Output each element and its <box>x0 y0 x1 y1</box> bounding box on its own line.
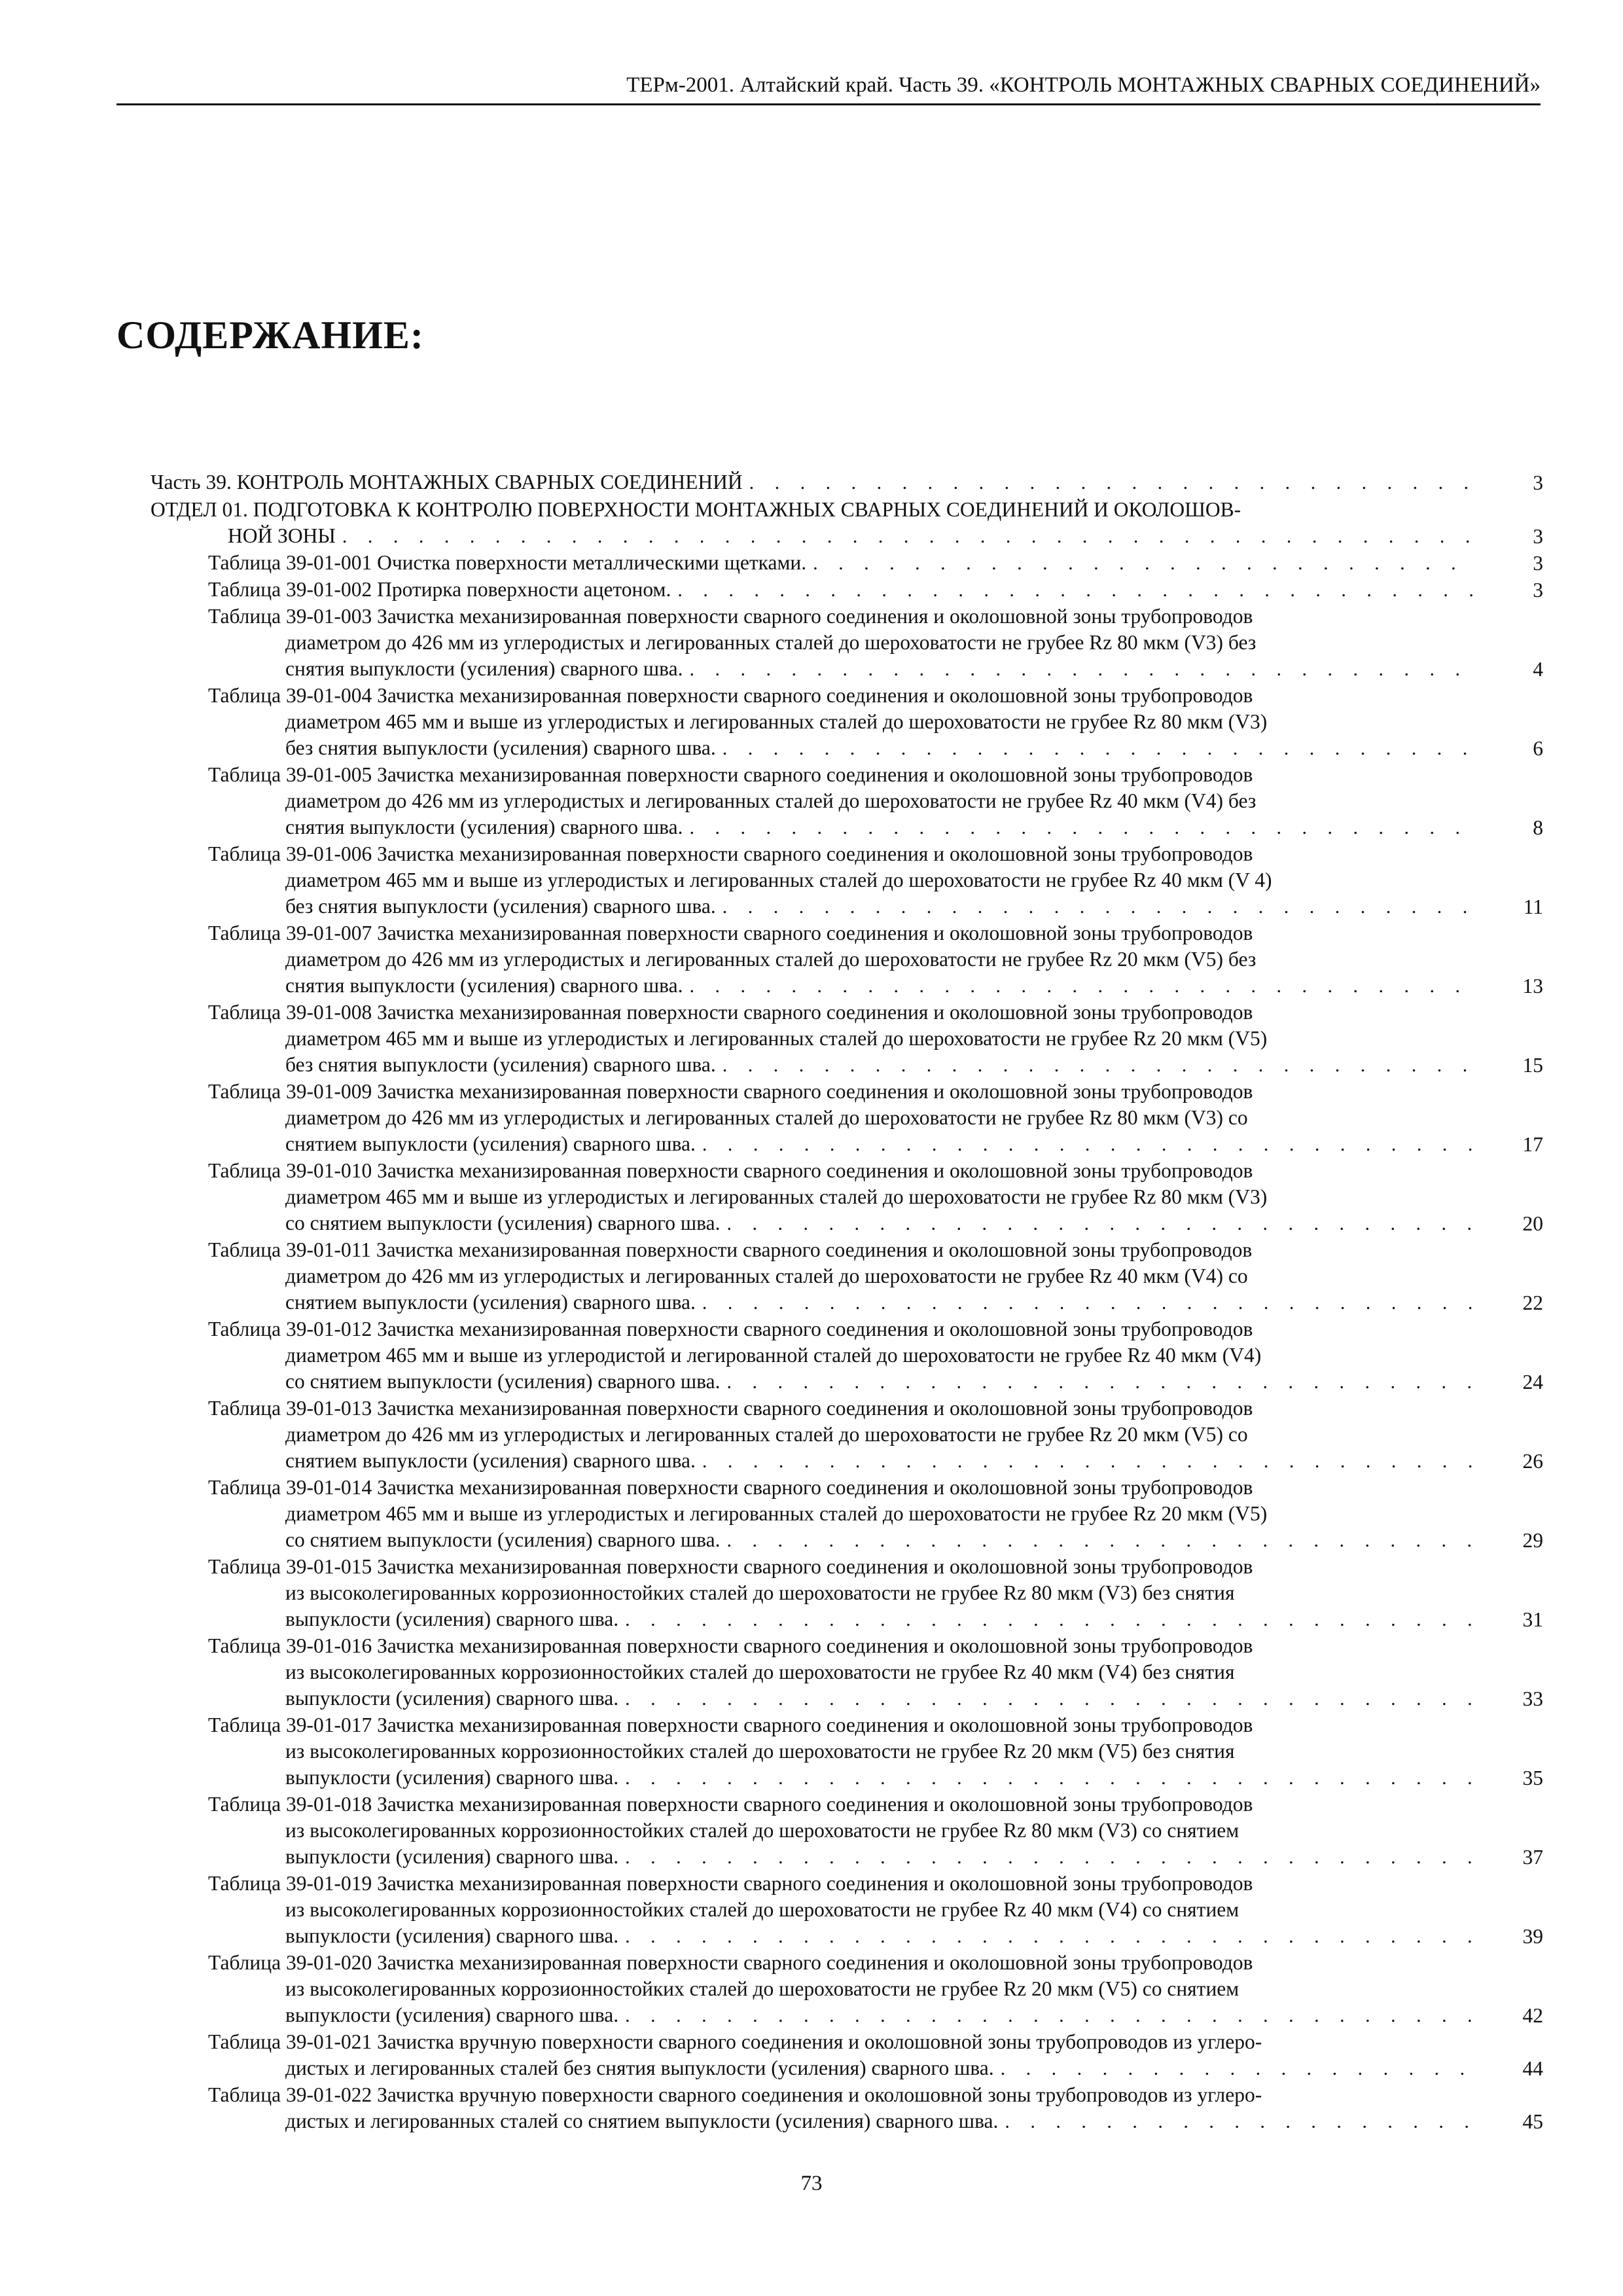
toc-entry-line: Таблица 39-01-005 Зачистка механизированная поверхности сварного соединения и околошовной зоны трубопроводов <box>208 763 1253 786</box>
toc-entry[interactable] <box>151 577 1543 603</box>
toc-entry-line: из высоколегированных коррозионностойких сталей до шероховатости не грубее Rz 20 мкм (V5) со снятием <box>285 1977 1240 2000</box>
toc-entry[interactable] <box>151 1791 1543 1871</box>
dot-leader <box>625 1924 1472 1950</box>
dot-leader <box>722 1052 1472 1079</box>
toc-entry-line: Таблица 39-01-019 Зачистка механизированная поверхности сварного соединения и околошовной зоны трубопроводов <box>208 1872 1253 1895</box>
toc-entry-line: ОТДЕЛ 01. ПОДГОТОВКА К КОНТРОЛЮ ПОВЕРХНОСТИ МОНТАЖНЫХ СВАРНЫХ СОЕДИНЕНИЙ И ОКОЛОШОВ- <box>151 498 1241 521</box>
toc-entry-line: из высоколегированных коррозионностойких сталей до шероховатости не грубее Rz 80 мкм (V3) без снятия <box>285 1581 1235 1604</box>
toc-page-number: 37 <box>1522 1846 1543 1869</box>
toc-entry-line: Таблица 39-01-006 Зачистка механизированная поверхности сварного соединения и околошовной зоны трубопроводов <box>208 842 1253 865</box>
toc-entry[interactable] <box>151 603 1543 683</box>
toc-page-number: 33 <box>1522 1687 1543 1710</box>
toc-page-number: 31 <box>1522 1608 1543 1631</box>
dot-leader <box>726 1211 1472 1237</box>
dot-leader <box>722 736 1472 762</box>
toc-entry-line: Таблица 39-01-014 Зачистка механизированная поверхности сварного соединения и околошовной зоны трубопроводов <box>208 1476 1253 1499</box>
toc-entry-title: выпуклости (усиления) сварного шва. <box>285 2003 619 2026</box>
toc-entry-line: диаметром до 426 мм из углеродистых и легированных сталей до шероховатости не грубее Rz 40 мкм (V4) без <box>285 789 1257 812</box>
toc-entry[interactable] <box>151 920 1543 999</box>
toc-entry-line: Таблица 39-01-020 Зачистка механизированная поверхности сварного соединения и околошовной зоны трубопроводов <box>208 1951 1253 1974</box>
toc-page-number: 3 <box>1533 579 1543 601</box>
toc-page-number: 15 <box>1522 1054 1543 1077</box>
dot-leader <box>689 973 1472 999</box>
toc-entry[interactable] <box>151 1712 1543 1791</box>
toc-entry-line: диаметром 465 мм и выше из углеродистых и легированных сталей до шероховатости не грубее Rz 20 мкм (V5) <box>285 1027 1268 1050</box>
toc-page-number: 35 <box>1522 1767 1543 1789</box>
toc-entry-title: со снятием выпуклости (усиления) сварного шва. <box>285 1370 721 1393</box>
toc-entry-title: со снятием выпуклости (усиления) сварного шва. <box>285 1211 721 1234</box>
toc-page-number: 26 <box>1522 1450 1543 1473</box>
toc-entry-line: диаметром 465 мм и выше из углеродистых и легированных сталей до шероховатости не грубее Rz 80 мкм (V3) <box>285 710 1268 733</box>
toc-entry-line: из высоколегированных коррозионностойких сталей до шероховатости не грубее Rz 40 мкм (V4) без снятия <box>285 1660 1235 1683</box>
dot-leader <box>749 470 1472 496</box>
toc-entry-title: без снятия выпуклости (усиления) сварного шва. <box>285 895 716 918</box>
dot-leader <box>625 1844 1472 1871</box>
toc-entry[interactable] <box>151 762 1543 841</box>
toc-page-number: 13 <box>1522 975 1543 997</box>
dot-leader <box>625 1686 1472 1712</box>
toc-entry-title: выпуклости (усиления) сварного шва. <box>285 1924 619 1947</box>
toc-entry-title: выпуклости (усиления) сварного шва. <box>285 1687 619 1710</box>
toc-entry[interactable] <box>151 497 1543 550</box>
toc-entry-line: диаметром до 426 мм из углеродистых и легированных сталей до шероховатости не грубее Rz 80 мкм (V3) со <box>285 1106 1248 1129</box>
dot-leader <box>342 524 1472 550</box>
toc-entry-title: Таблица 39-01-002 Протирка поверхности ацетоном. <box>208 578 671 601</box>
toc-entry[interactable] <box>151 1237 1543 1316</box>
toc-entry-line: из высоколегированных коррозионностойких сталей до шероховатости не грубее Rz 40 мкм (V4) со снятием <box>285 1898 1240 1921</box>
toc-entry[interactable] <box>151 1554 1543 1633</box>
toc-entry-line: Таблица 39-01-021 Зачистка вручную поверхности сварного соединения и околошовной зоны трубопроводов из углеро- <box>208 2030 1262 2053</box>
dot-leader <box>677 577 1472 603</box>
toc-page-number: 17 <box>1522 1133 1543 1156</box>
toc-entry-line: из высоколегированных коррозионностойких сталей до шероховатости не грубее Rz 20 мкм (V5) без снятия <box>285 1740 1235 1763</box>
toc-entry[interactable] <box>151 1158 1543 1237</box>
toc-entry-line: Таблица 39-01-022 Зачистка вручную поверхности сварного соединения и околошовной зоны трубопроводов из углеро- <box>208 2083 1262 2106</box>
toc-entry-line: Таблица 39-01-007 Зачистка механизированная поверхности сварного соединения и околошовной зоны трубопроводов <box>208 922 1253 944</box>
toc-page-number: 3 <box>1533 471 1543 494</box>
dot-leader <box>1001 2056 1472 2082</box>
toc-entry[interactable] <box>151 683 1543 762</box>
toc-entry-title: Часть 39. КОНТРОЛЬ МОНТАЖНЫХ СВАРНЫХ СОЕДИНЕНИЙ <box>151 471 743 493</box>
toc-entry[interactable] <box>151 1950 1543 2029</box>
toc-page-number: 44 <box>1522 2057 1543 2080</box>
dot-leader <box>625 2003 1472 2029</box>
dot-leader <box>625 1765 1472 1791</box>
toc-entry-title: снятия выпуклости (усиления) сварного шва. <box>285 657 683 680</box>
toc-entry-title: снятием выпуклости (усиления) сварного шва. <box>285 1449 696 1472</box>
toc-entry-line: Таблица 39-01-016 Зачистка механизированная поверхности сварного соединения и околошовной зоны трубопроводов <box>208 1634 1253 1657</box>
toc-entry[interactable] <box>151 999 1543 1079</box>
toc-entry-title: без снятия выпуклости (усиления) сварного шва. <box>285 1053 716 1076</box>
toc-entry-title: выпуклости (усиления) сварного шва. <box>285 1766 619 1789</box>
toc-entry-line: диаметром до 426 мм из углеродистых и легированных сталей до шероховатости не грубее Rz 20 мкм (V5) без <box>285 948 1257 971</box>
toc-entry-line: Таблица 39-01-004 Зачистка механизированная поверхности сварного соединения и околошовной зоны трубопроводов <box>208 684 1253 707</box>
toc-entry-line: Таблица 39-01-015 Зачистка механизированная поверхности сварного соединения и околошовной зоны трубопроводов <box>208 1555 1253 1578</box>
toc-entry-line: диаметром 465 мм и выше из углеродистых и легированных сталей до шероховатости не грубее Rz 80 мкм (V3) <box>285 1185 1268 1208</box>
dot-leader <box>702 1132 1472 1158</box>
toc-entry[interactable] <box>151 1079 1543 1158</box>
toc-entry-line: Таблица 39-01-012 Зачистка механизированная поверхности сварного соединения и околошовной зоны трубопроводов <box>208 1318 1253 1340</box>
toc-page-number: 3 <box>1533 552 1543 575</box>
toc-entry[interactable] <box>151 841 1543 920</box>
toc-entry-line: диаметром до 426 мм из углеродистых и легированных сталей до шероховатости не грубее Rz 40 мкм (V4) со <box>285 1265 1248 1287</box>
toc-entry-line: диаметром до 426 мм из углеродистых и легированных сталей до шероховатости не грубее Rz 80 мкм (V3) без <box>285 631 1257 654</box>
toc-entry[interactable] <box>151 2082 1543 2135</box>
toc-page-number: 22 <box>1522 1291 1543 1314</box>
toc-page-number: 20 <box>1522 1212 1543 1235</box>
toc-entry[interactable] <box>151 2029 1543 2082</box>
toc-entry[interactable] <box>151 1633 1543 1712</box>
toc-page-number: 6 <box>1533 737 1543 760</box>
toc-page-number: 39 <box>1522 1925 1543 1948</box>
toc-page-number: 42 <box>1522 2004 1543 2027</box>
toc-entry-line: диаметром до 426 мм из углеродистых и легированных сталей до шероховатости не грубее Rz 20 мкм (V5) со <box>285 1423 1248 1446</box>
toc-entry-line: диаметром 465 мм и выше из углеродистой и легированной сталей до шероховатости не грубее Rz 40 мкм (V4) <box>285 1344 1262 1367</box>
toc-entry-title: дистых и легированных сталей со снятием выпуклости (усиления) сварного шва. <box>285 2109 999 2132</box>
dot-leader <box>726 1369 1472 1395</box>
dot-leader <box>625 1607 1472 1633</box>
toc-page-number: 45 <box>1522 2110 1543 2133</box>
dot-leader <box>689 656 1472 683</box>
toc-page-number: 24 <box>1522 1371 1543 1393</box>
running-header: ТЕРм-2001. Алтайский край. Часть 39. «КОНТРОЛЬ МОНТАЖНЫХ СВАРНЫХ СОЕДИНЕНИЙ» <box>116 71 1541 105</box>
toc-page-number: 4 <box>1533 658 1543 681</box>
dot-leader <box>813 550 1472 577</box>
dot-leader <box>722 894 1472 920</box>
dot-leader <box>689 815 1472 841</box>
table-of-contents <box>151 469 1543 2135</box>
toc-page-number: 29 <box>1522 1529 1543 1552</box>
toc-entry-line: Таблица 39-01-013 Зачистка механизированная поверхности сварного соединения и околошовной зоны трубопроводов <box>208 1397 1253 1420</box>
toc-entry-line: Таблица 39-01-008 Зачистка механизированная поверхности сварного соединения и околошовной зоны трубопроводов <box>208 1001 1253 1024</box>
toc-page-number: 3 <box>1533 525 1543 548</box>
dot-leader <box>702 1290 1472 1316</box>
toc-entry-line: диаметром 465 мм и выше из углеродистых и легированных сталей до шероховатости не грубее Rz 20 мкм (V5) <box>285 1502 1268 1525</box>
dot-leader <box>1005 2109 1472 2135</box>
toc-entry-title: со снятием выпуклости (усиления) сварного шва. <box>285 1528 721 1551</box>
toc-entry-title: Таблица 39-01-001 Очистка поверхности металлическими щетками. <box>208 551 807 574</box>
toc-entry[interactable] <box>151 1395 1543 1475</box>
dot-leader <box>702 1448 1472 1475</box>
toc-entry-line: Таблица 39-01-010 Зачистка механизированная поверхности сварного соединения и околошовной зоны трубопроводов <box>208 1159 1253 1182</box>
toc-entry[interactable] <box>151 1475 1543 1554</box>
toc-entry-line: из высоколегированных коррозионностойких сталей до шероховатости не грубее Rz 80 мкм (V3) со снятием <box>285 1819 1240 1842</box>
toc-entry-title: снятием выпуклости (усиления) сварного шва. <box>285 1132 696 1155</box>
toc-entry-title: выпуклости (усиления) сварного шва. <box>285 1607 619 1630</box>
toc-entry[interactable] <box>151 1316 1543 1395</box>
toc-entry-title: НОЙ ЗОНЫ <box>228 524 336 547</box>
toc-entry[interactable] <box>151 469 1543 496</box>
toc-entry-title: без снятия выпуклости (усиления) сварного шва. <box>285 736 716 759</box>
dot-leader <box>726 1528 1472 1554</box>
page-title: СОДЕРЖАНИЕ: <box>116 314 424 357</box>
toc-entry-line: Таблица 39-01-009 Зачистка механизированная поверхности сварного соединения и околошовной зоны трубопроводов <box>208 1080 1253 1103</box>
page-number: 73 <box>800 2172 823 2195</box>
toc-page-number: 8 <box>1533 816 1543 839</box>
toc-entry-line: Таблица 39-01-017 Зачистка механизированная поверхности сварного соединения и околошовной зоны трубопроводов <box>208 1713 1253 1736</box>
toc-entry-line: Таблица 39-01-011 Зачистка механизированная поверхности сварного соединения и околошовной зоны трубопроводов <box>208 1238 1253 1261</box>
toc-entry-title: выпуклости (усиления) сварного шва. <box>285 1845 619 1868</box>
toc-entry-line: Таблица 39-01-018 Зачистка механизированная поверхности сварного соединения и околошовной зоны трубопроводов <box>208 1793 1253 1816</box>
toc-entry[interactable] <box>151 550 1543 577</box>
toc-entry-title: снятием выпуклости (усиления) сварного шва. <box>285 1291 696 1314</box>
toc-entry-title: снятия выпуклости (усиления) сварного шва. <box>285 816 683 838</box>
toc-entry-title: дистых и легированных сталей без снятия выпуклости (усиления) сварного шва. <box>285 2056 994 2079</box>
toc-entry-line: Таблица 39-01-003 Зачистка механизированная поверхности сварного соединения и околошовной зоны трубопроводов <box>208 605 1253 628</box>
toc-page-number: 11 <box>1523 895 1543 918</box>
toc-entry-title: снятия выпуклости (усиления) сварного шва. <box>285 974 683 997</box>
toc-entry-line: диаметром 465 мм и выше из углеродистых и легированных сталей до шероховатости не грубее Rz 40 мкм (V 4) <box>285 869 1272 891</box>
toc-entry[interactable] <box>151 1871 1543 1950</box>
